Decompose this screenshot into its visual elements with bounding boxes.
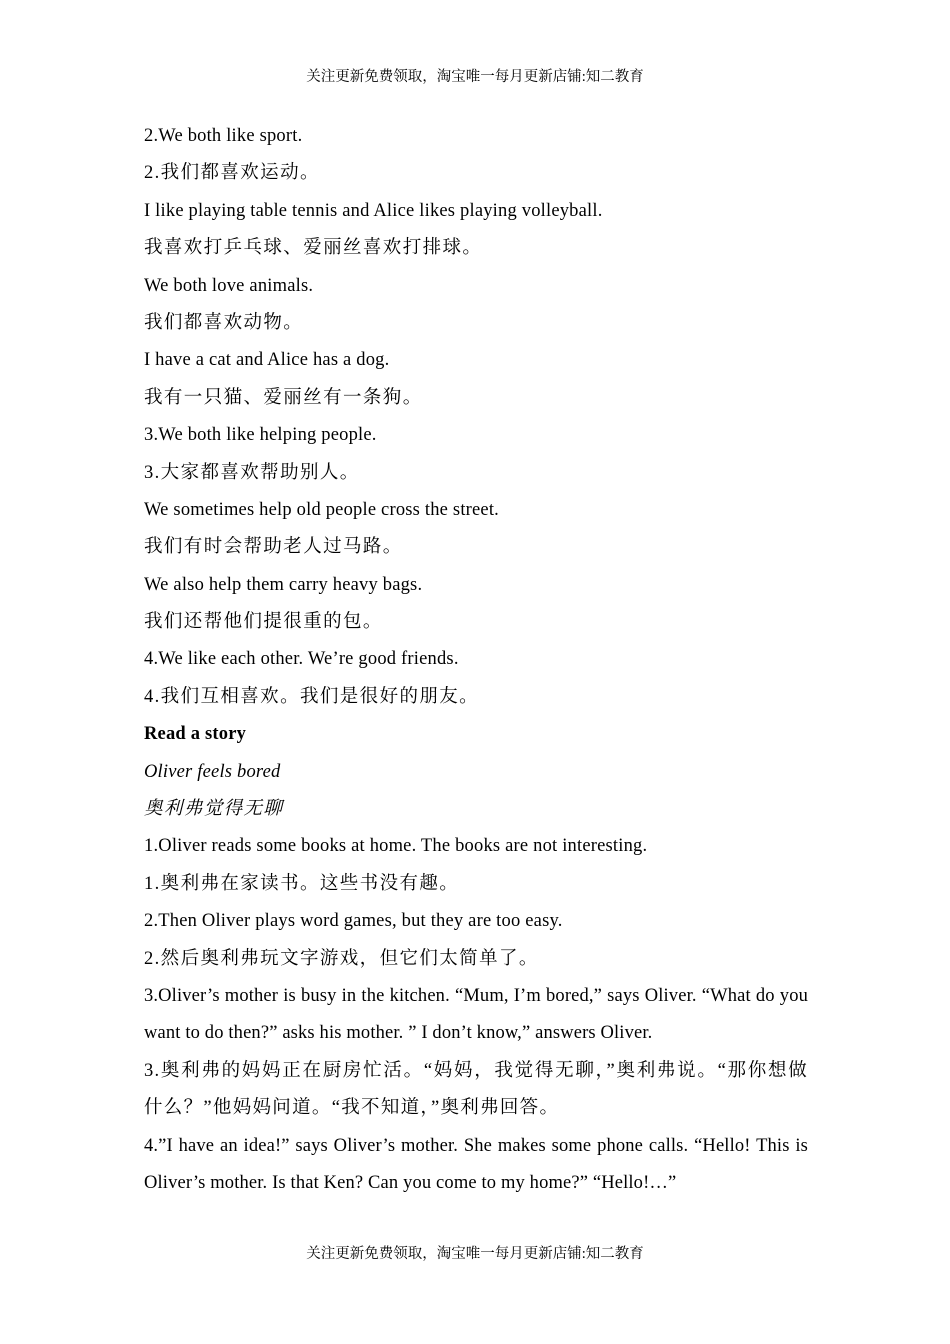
- story-title-en: Oliver feels bored: [144, 761, 281, 782]
- text-line: 我们还帮他们提很重的包。: [144, 612, 383, 633]
- section-heading: Read a story: [144, 724, 247, 745]
- text-line: 3.We both like helping people.: [144, 425, 377, 446]
- story-paragraph: 2.Then Oliver plays word games, but they are too easy.: [144, 911, 563, 932]
- story-paragraph: 4.”I have an idea!” says Oliver’s mother. She makes some phone calls. “Hello! This is Oliver’s mother. Is that Ken? Can you come to my home?” “Hello!…”: [144, 1135, 808, 1194]
- document-body: [144, 118, 808, 1202]
- story-title-zh: 奥利弗觉得无聊: [144, 799, 284, 820]
- story-paragraph: 1.奥利弗在家读书。这些书没有趣。: [144, 873, 460, 894]
- text-line: We sometimes help old people cross the street.: [144, 499, 500, 520]
- text-line: I like playing table tennis and Alice likes playing volleyball.: [144, 200, 603, 221]
- page-header: 关注更新免费领取，淘宝唯一每月更新店铺:知二教育: [306, 69, 644, 85]
- text-line: 我喜欢打乒乓球、爱丽丝喜欢打排球。: [144, 238, 483, 259]
- text-line: 4.We like each other. We’re good friends.: [144, 649, 459, 670]
- text-line: We both love animals.: [144, 275, 314, 296]
- text-line: 我们都喜欢动物。: [144, 312, 304, 333]
- story-paragraph: 3.Oliver’s mother is busy in the kitchen. “Mum, I’m bored,” says Oliver. “What do you want to do then?” asks his mother. ” I don’t know,” answers Oliver.: [144, 985, 808, 1044]
- text-line: We also help them carry heavy bags.: [144, 574, 423, 595]
- text-line: I have a cat and Alice has a dog.: [144, 350, 390, 371]
- text-line: 2.我们都喜欢运动。: [144, 163, 320, 184]
- page-footer: 关注更新免费领取，淘宝唯一每月更新店铺:知二教育: [306, 1246, 644, 1262]
- story-paragraph: 1.Oliver reads some books at home. The books are not interesting.: [144, 836, 648, 857]
- text-line: 我有一只猫、爱丽丝有一条狗。: [144, 387, 423, 408]
- story-paragraph: 2.然后奥利弗玩文字游戏，但它们太简单了。: [144, 948, 539, 969]
- text-line: 2.We both like sport.: [144, 126, 303, 146]
- text-line: 3.大家都喜欢帮助别人。: [144, 462, 360, 483]
- text-line: 我们有时会帮助老人过马路。: [144, 537, 403, 558]
- text-line: 4.我们互相喜欢。我们是很好的朋友。: [144, 686, 480, 707]
- story-paragraph: 3.奥利弗的妈妈正在厨房忙活。“妈妈，我觉得无聊，”奥利弗说。“那你想做什么？”他妈妈问道。“我不知道，”奥利弗回答。: [144, 1060, 808, 1119]
